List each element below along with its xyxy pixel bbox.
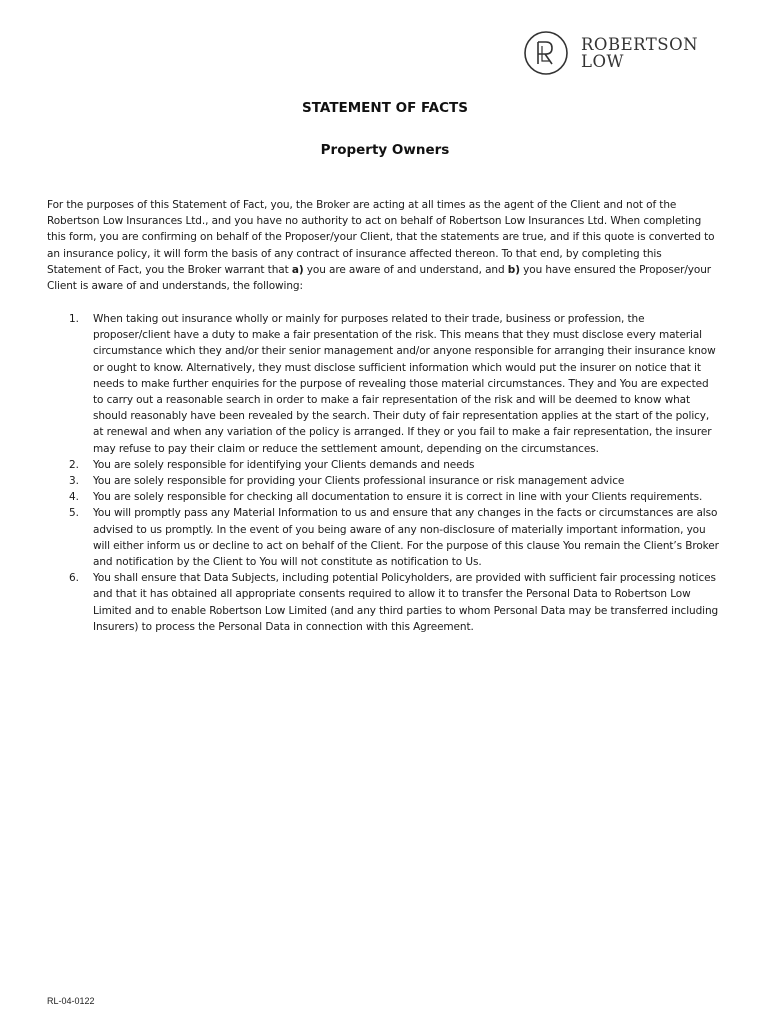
list-item-number: 6. [69,572,79,585]
list-item [47,457,719,473]
intro-text-2: you are aware of and understand, and [303,263,508,276]
list-item-text: You are solely responsible for checking all documentation to ensure it is correct in line with your Clients requirements. [93,491,703,504]
list-item-number: 3. [69,475,79,488]
intro-bold-a: a) [291,263,304,276]
intro-text-3: you have ensured the Proposer/your Client is aware of and understands, the following: [47,263,711,293]
statements-list [47,311,719,635]
list-item-text: You shall ensure that Data Subjects, including potential Policyholders, are provided with sufficient fair processing notices and that it has obtained all appropriate consents required to allow it to transfer the Personal Data to Robertson Low Limited and to enable Robertson Low Limited (and any third parties to whom Personal Data may be transferred including Insurers) to process the Personal Data in connection with this Agreement. [93,572,719,633]
intro-text-1: For the purposes of this Statement of Fact, you, the Broker are acting at all times as the agent of the Client and not of the Robertson Low Insurances Ltd., and you have no authority to act on behalf of Robertson Low Insurances Ltd. When completing this form, you are confirming on behalf of the Proposer/your Client, that the statements are true, and if this quote is converted to an insurance policy, it will form the basis of any contract of insurance affected thereon. To that end, by completing this Statement of Fact, you the Broker warrant that [47,199,715,276]
company-logo [523,30,698,76]
logo-line-2: LOW [581,52,624,71]
list-item-number: 1. [69,313,79,325]
list-item-text: You are solely responsible for providing your Clients professional insurance or risk management advice [93,475,625,488]
list-item [47,489,719,505]
document-subtitle: Property Owners [320,142,450,158]
intro-bold-b: b) [507,263,520,276]
list-item-number: 4. [69,491,79,504]
document-title: STATEMENT OF FACTS [302,100,468,116]
list-item-text: You are solely responsible for identifying your Clients demands and needs [93,458,475,471]
list-item [47,505,719,570]
list-item-number: 2. [69,458,79,471]
list-item [47,311,719,457]
intro-paragraph [47,197,719,294]
list-item [47,473,719,489]
rl-monogram-icon [523,30,569,76]
document-code: RL-04-0122 [47,996,95,1006]
list-item-number: 5. [69,507,79,520]
logo-wordmark [581,36,698,70]
logo-line-1: ROBERTSON [581,35,699,54]
list-item-text: When taking out insurance wholly or mainly for purposes related to their trade, business or profession, the proposer/client have a duty to make a fair presentation of the risk. This means that they must disclose every material circumstance which they and/or their senior management and/or anyone responsible for arranging their insurance know or ought to know. Alternatively, they must disclose sufficient information which would put the insurer on notice that it needs to make further enquiries for the purpose of revealing those material circumstances. They and You are expected to carry out a reasonable search in order to make a fair representation of the risk and will be deemed to know what should reasonably have been revealed by the search. Their duty of fair representation applies at the start of the policy, at renewal and when any variation of the policy is arranged. If they or you fail to make a fair representation, the insurer may refuse to pay their claim or reduce the settlement amount, depending on the circumstances. [93,313,716,455]
list-item [47,570,719,635]
list-item-text: You will promptly pass any Material Information to us and ensure that any changes in the facts or circumstances are also advised to us promptly. In the event of you being aware of any non-disclosure of materially important information, you will either inform us or decline to act on behalf of the Client. For the purpose of this clause You remain the Client’s Broker and notification by the Client to You will not constitute as notification to Us. [93,507,719,569]
